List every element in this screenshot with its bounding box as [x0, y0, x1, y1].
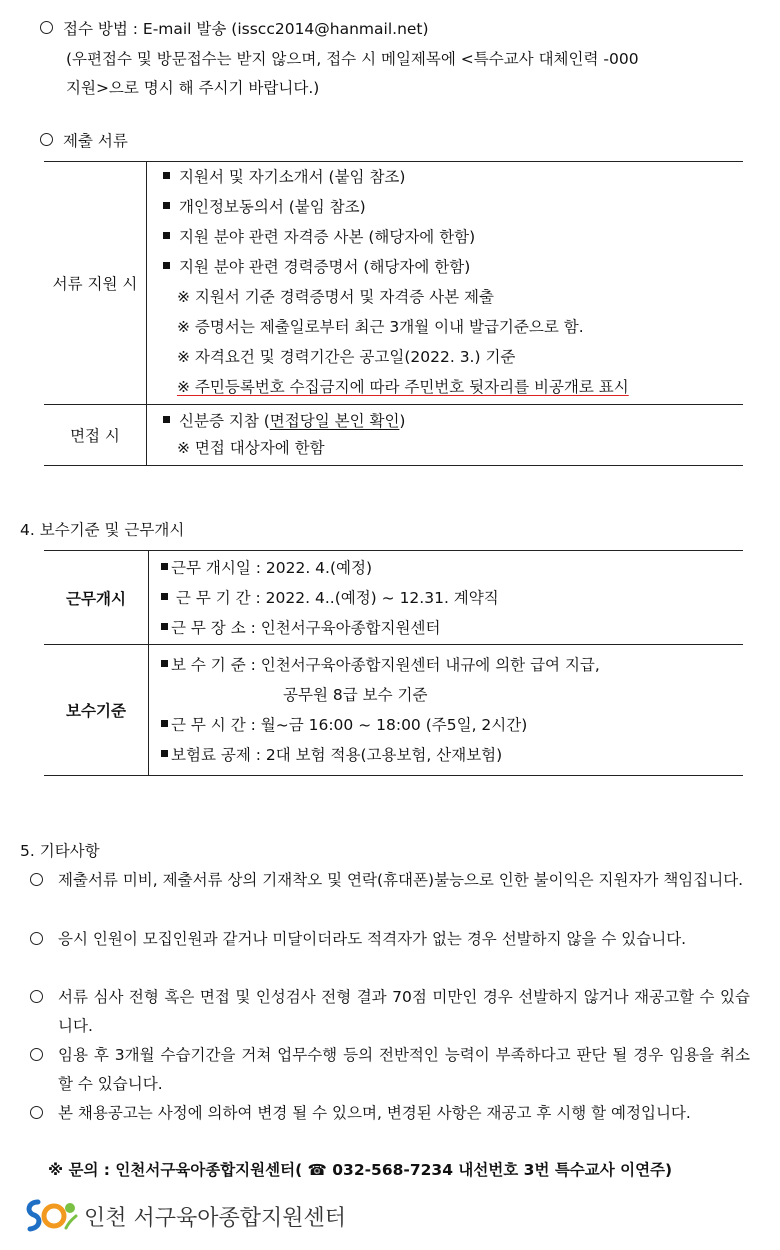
docs-row-content — [147, 162, 744, 405]
pay-item: 근 무 기 간 : 2022. 4..(예정) ~ 12.31. 계약직 — [161, 583, 743, 613]
submission-method: 접수 방법 : E-mail 발송 (isscc2014@hanmail.net) — [40, 18, 429, 40]
pay-row-header: 근무개시 — [44, 551, 149, 645]
pay-row-header: 보수기준 — [44, 645, 149, 776]
docs-table — [44, 161, 743, 466]
square-bullet-icon — [161, 593, 168, 600]
docs-row-application — [44, 162, 743, 405]
docs-item: 신분증 지참 (면접당일 본인 확인) — [163, 408, 743, 434]
square-bullet-icon — [163, 172, 170, 179]
pay-item: 근 무 시 간 : 월~금 16:00 ~ 18:00 (주5일, 2시간) — [161, 710, 743, 740]
circle-bullet-icon — [40, 133, 53, 146]
notice-item: 서류 심사 전형 혹은 면접 및 인성검사 전형 결과 70점 미만인 경우 선발하지 않거나 재공고할 수 있습니다. — [30, 983, 750, 1041]
pay-item: 근 무 장 소 : 인천서구육아종합지원센터 — [161, 613, 743, 643]
circle-bullet-icon — [30, 873, 43, 886]
pay-item-cont: 공무원 8급 보수 기준 — [283, 686, 428, 704]
section4-title: 4. 보수기준 및 근무개시 — [20, 521, 185, 539]
notice-item: 임용 후 3개월 수습기간을 거쳐 업무수행 등의 전반적인 능력이 부족하다고 판단 될 경우 임용을 취소할 수 있습니다. — [30, 1041, 750, 1099]
pay-row-start — [44, 551, 743, 645]
pay-row-content — [149, 645, 744, 776]
square-bullet-icon — [161, 623, 168, 630]
docs-note-highlight: ※ 주민등록번호 수집금지에 따라 주민번호 뒷자리를 비공개로 표시 — [177, 378, 629, 396]
circle-bullet-icon — [30, 1106, 43, 1119]
square-bullet-icon — [163, 232, 170, 239]
notice-item: 제출서류 미비, 제출서류 상의 기재착오 및 연락(휴대폰)불능으로 인한 불이익은 지원자가 책임집니다. — [30, 866, 750, 895]
circle-bullet-icon — [30, 932, 43, 945]
square-bullet-icon — [161, 563, 168, 570]
pay-item: 근무 개시일 : 2022. 4.(예정) — [161, 553, 743, 583]
pay-row-salary — [44, 645, 743, 776]
contact-info: ※ 문의 : 인천서구육아종합지원센터( ☎ 032-568-7234 내선번호 3번 특수교사 이연주) — [48, 1161, 673, 1179]
docs-note: ※ 면접 대상자에 한함 — [177, 439, 325, 457]
org-name: 인천 서구육아종합지원센터 — [84, 1205, 347, 1231]
docs-item: 개인정보동의서 (붙임 참조) — [163, 192, 743, 222]
docs-row-content — [147, 405, 744, 466]
notice-item: 본 채용공고는 사정에 의하여 변경 될 수 있으며, 변경된 사항은 재공고 후 시행 할 예정입니다. — [30, 1099, 750, 1128]
pay-table — [44, 550, 743, 776]
pay-row-content — [149, 551, 744, 645]
docs-label: 제출 서류 — [40, 130, 128, 152]
square-bullet-icon — [163, 416, 170, 423]
footer-logo — [24, 1196, 346, 1236]
docs-item: 지원서 및 자기소개서 (붙임 참조) — [163, 162, 743, 192]
square-bullet-icon — [161, 660, 168, 667]
docs-item: 지원 분야 관련 경력증명서 (해당자에 한함) — [163, 252, 743, 282]
pay-item: 보 수 기 준 : 인천서구육아종합지원센터 내규에 의한 급여 지급, — [161, 650, 743, 680]
docs-item: 지원 분야 관련 자격증 사본 (해당자에 한함) — [163, 222, 743, 252]
square-bullet-icon — [161, 750, 168, 757]
square-bullet-icon — [163, 262, 170, 269]
docs-row-header: 서류 지원 시 — [44, 162, 147, 405]
docs-row-interview — [44, 405, 743, 466]
pay-item: 보험료 공제 : 2대 보험 적용(고용보험, 산재보험) — [161, 740, 743, 770]
docs-note: ※ 증명서는 제출일로부터 최근 3개월 이내 발급기준으로 함. — [177, 318, 584, 336]
docs-note: ※ 자격요건 및 경력기간은 공고일(2022. 3.) 기준 — [177, 348, 516, 366]
circle-bullet-icon — [30, 990, 43, 1003]
circle-bullet-icon — [40, 21, 53, 34]
org-logo-icon — [24, 1198, 78, 1234]
submission-note-1: (우편접수 및 방문접수는 받지 않으며, 접수 시 메일제목에 <특수교사 대체인력 -000 — [66, 50, 639, 68]
square-bullet-icon — [163, 202, 170, 209]
section5-title: 5. 기타사항 — [20, 842, 100, 860]
docs-row-header: 면접 시 — [44, 405, 147, 466]
square-bullet-icon — [161, 720, 168, 727]
docs-note: ※ 지원서 기준 경력증명서 및 자격증 사본 제출 — [177, 288, 494, 306]
notice-item: 응시 인원이 모집인원과 같거나 미달이더라도 적격자가 없는 경우 선발하지 않을 수 있습니다. — [30, 925, 750, 954]
circle-bullet-icon — [30, 1048, 43, 1061]
submission-note-2: 지원>으로 명시 해 주시기 바랍니다.) — [66, 79, 320, 97]
